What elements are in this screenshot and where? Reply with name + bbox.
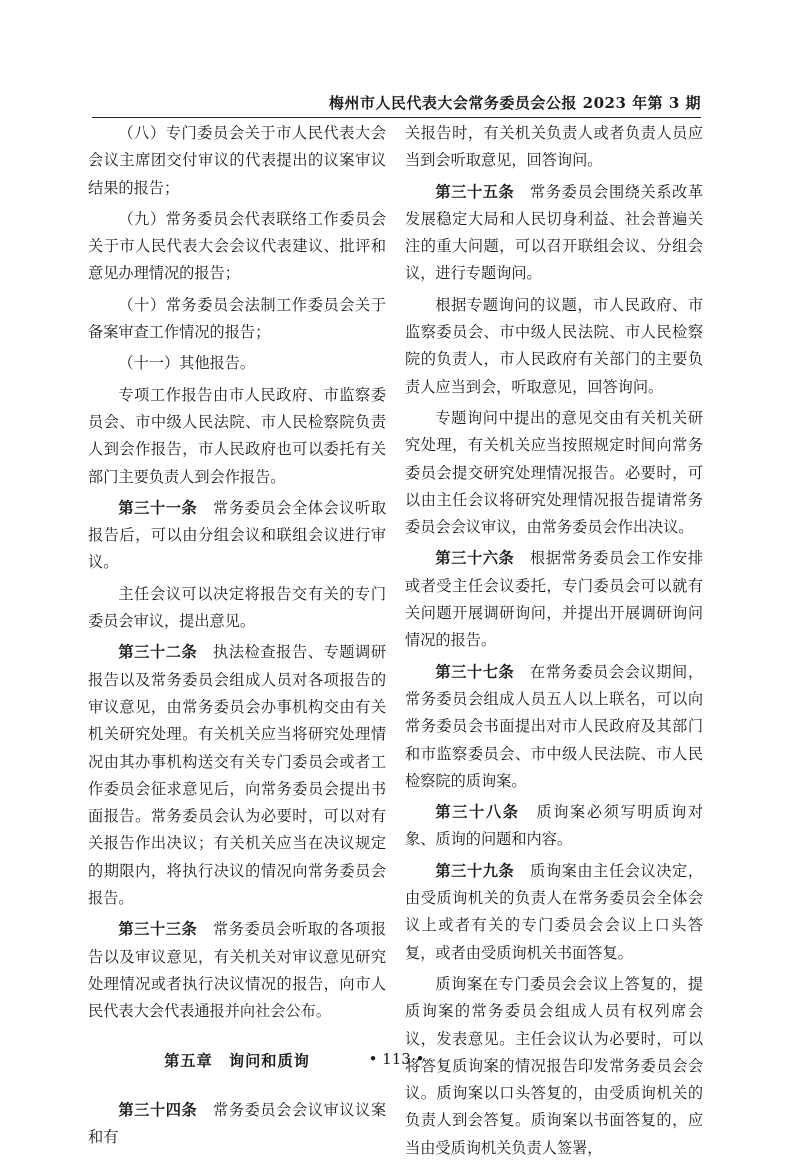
paragraph: （八）专门委员会关于市人民代表大会会议主席团交付审议的代表提出的议案审议结果的报告； bbox=[88, 124, 386, 197]
paragraph: 专题询问中提出的意见交由有关机关研究处理，有关机关应当按照规定时间向常务委员会提交研究处理情况报告。必要时，可以由主任会议将研究处理情况报告提请常务委员会会议审议，由常务委员会作出决议。 bbox=[405, 408, 703, 537]
article-number: 第三十八条 bbox=[435, 803, 520, 822]
paragraph: 专项工作报告由市人民政府、市监察委员会、市中级人民法院、市人民检察院负责人到会作报告，市人民政府也可以委托有关部门主要负责人到会作报告。 bbox=[88, 385, 386, 486]
article-39 bbox=[405, 858, 703, 967]
article-text: 在常务委员会会议期间，常务委员会组成人员五人以上联名，可以向常务委员会书面提出对市人民政府及其部门和市监察委员会、市中级人民法院、市人民检察院的质询案。 bbox=[405, 662, 704, 790]
article-36 bbox=[405, 545, 703, 654]
article-number: 第三十六条 bbox=[435, 549, 515, 568]
article-35 bbox=[405, 179, 703, 288]
paragraph: （十一）其他报告。 bbox=[118, 354, 256, 373]
article-text: 根据常务委员会工作安排或者受主任会议委托，专门委员会可以就有关问题开展调研询问，并提出开展调研询问情况的报告。 bbox=[405, 549, 704, 650]
article-text: 常务委员会围绕关系改革发展稳定大局和人民切身利益、社会普遍关注的重大问题，可以召开联组会议、分组会议，进行专题询问。 bbox=[405, 182, 704, 283]
right-column bbox=[405, 120, 703, 1166]
article-text: 执法检查报告、专题调研报告以及常务委员会组成人员对各项报告的审议意见，由常务委员会办事机构交由有关机关研究处理。有关机关应当将研究处理情况由其办事机构送交有关专门委员会或者工作委员会征求意见后，向常务委员会提出书面报告。常务委员会认为必要时，可以对有关报告作出决议；有关机关应当在决议规定的期限内，将执行决议的情况向常务委员会报告。 bbox=[88, 643, 387, 908]
article-number: 第三十五条 bbox=[435, 182, 515, 201]
chapter-heading: 第五章 询问和质询 bbox=[164, 1051, 310, 1070]
article-number: 第三十七条 bbox=[435, 662, 515, 681]
paragraph: 关报告时，有关机关负责人或者负责人员应当到会听取意见，回答询问。 bbox=[405, 124, 703, 170]
paragraph: 质询案在专门委员会会议上答复的，提质询案的常务委员会组成人员有权列席会议，发表意见。主任会议认为必要时，可以将答复质询案的情况报告印发常务委员会会议。质询案以口头答复的，由受质询机关的负责人到会答复。质询案以书面答复的，应当由受质询机关负责人签署， bbox=[405, 974, 703, 1157]
article-text: 质询案必须写明质询对象、质询的问题和内容。 bbox=[405, 803, 703, 849]
journal-title: 梅州市人民代表大会常务委员会公报 2023 年第 3 期 bbox=[328, 94, 701, 112]
article-text: 常务委员会会议审议议案和有 bbox=[88, 1100, 387, 1147]
article-37 bbox=[405, 659, 703, 795]
article-number: 第三十一条 bbox=[118, 498, 198, 517]
header-divider bbox=[92, 117, 701, 118]
paragraph: 根据专题询问的议题，市人民政府、市监察委员会、市中级人民法院、市人民检察院的负责人，市人民政府有关部门的主要负责人应当到会，听取意见，回答询问。 bbox=[405, 295, 703, 396]
article-text: 常务委员会听取的各项报告以及审议意见，有关机关对审议意见研究处理情况或者执行决议情况的报告，向市人民代表大会代表通报并向社会公布。 bbox=[88, 920, 387, 1021]
paragraph: （九）常务委员会代表联络工作委员会关于市人民代表大会会议代表建议、批评和意见办理情况的报告； bbox=[88, 209, 386, 283]
article-38 bbox=[405, 799, 703, 854]
paragraph: 主任会议可以决定将报告交有关的专门委员会审议，提出意见。 bbox=[88, 584, 386, 631]
article-32 bbox=[88, 639, 386, 912]
paragraph: （十）常务委员会法制工作委员会关于备案审查工作情况的报告； bbox=[88, 295, 386, 342]
article-34 bbox=[88, 1097, 386, 1152]
page-number: • 113 • bbox=[368, 1050, 425, 1068]
article-number: 第三十二条 bbox=[118, 643, 198, 662]
article-33 bbox=[88, 916, 386, 1025]
journal-header bbox=[92, 92, 701, 116]
article-number: 第三十四条 bbox=[118, 1100, 198, 1119]
article-text: 质询案由主任会议决定，由受质询机关的负责人在常务委员会全体会议上或者有关的专门委员会会议上口头答复，或者由受质询机关书面答复。 bbox=[405, 861, 704, 962]
article-number: 第三十三条 bbox=[118, 920, 198, 939]
left-column bbox=[88, 120, 386, 1155]
article-31 bbox=[88, 495, 386, 577]
article-number: 第三十九条 bbox=[435, 861, 515, 880]
article-text: 常务委员会全体会议听取报告后，可以由分组会议和联组会议进行审议。 bbox=[88, 498, 387, 572]
